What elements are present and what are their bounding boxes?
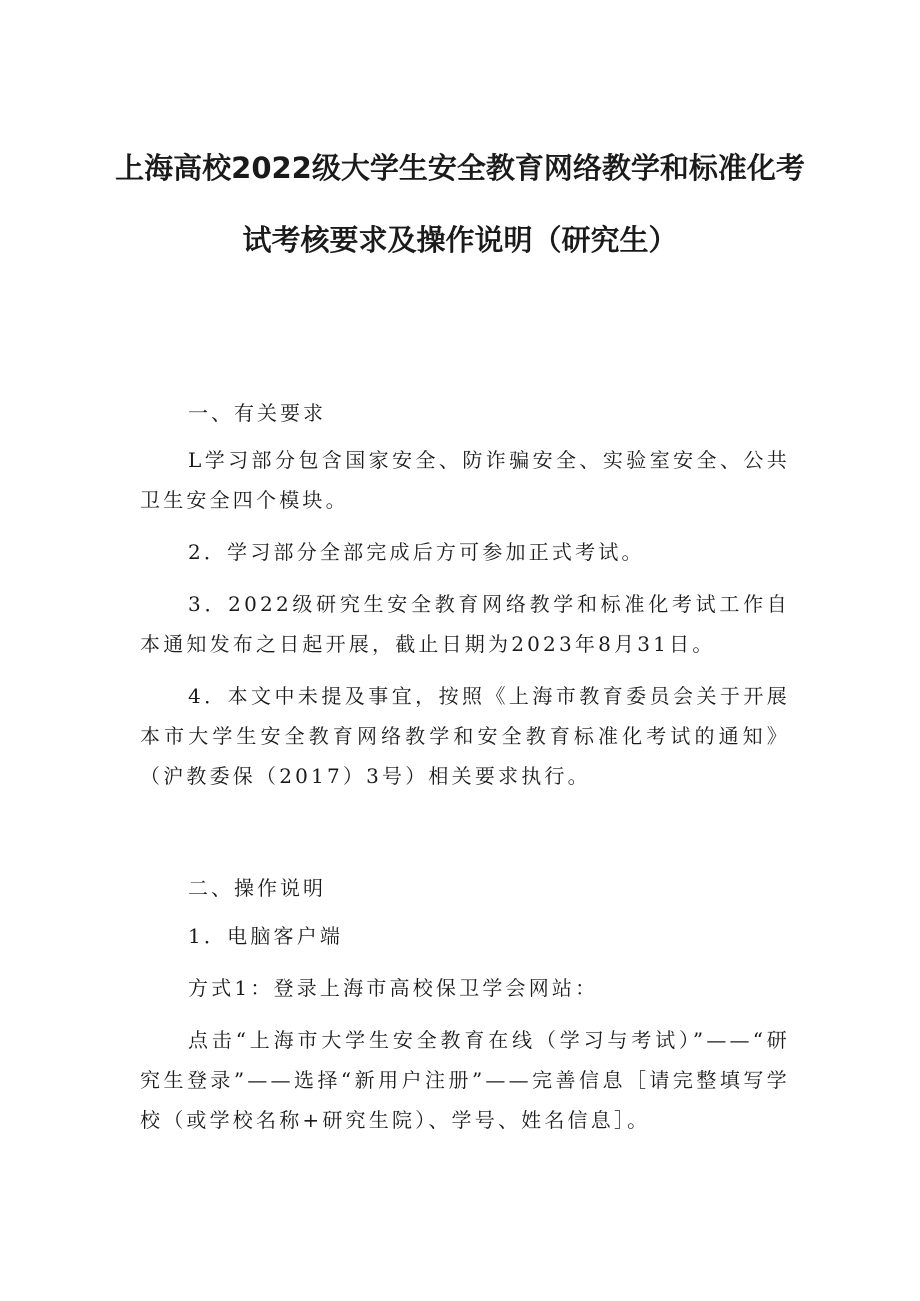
requirement-item-2: 2．学习部分全部完成后方可参加正式考试。 (188, 540, 645, 564)
requirement-item-3: 3．2022级研究生安全教育网络教学和标准化考试工作自本通知发布之日起开展，截止日期为2023年8月31日。 (140, 592, 790, 656)
login-steps-text: 点击“上海市大学生安全教育在线（学习与考试）”——“研究生登录”——选择“新用户注册”——完善信息［请完整填写学校（或学校名称+研究生院）、学号、姓名信息］。 (140, 1028, 790, 1132)
section-1-heading: 一、有关要求 (188, 401, 326, 425)
document-title-line-2: 试考核要求及操作说明（研究生） (242, 223, 678, 257)
requirement-item-1: L学习部分包含国家安全、防诈骗安全、实验室安全、公共卫生安全四个模块。 (140, 448, 790, 512)
requirement-item-4: 4．本文中未提及事宜，按照《上海市教育委员会关于开展本市大学生安全教育网络教学和安全教育标准化考试的通知》（沪教委保（2017）3号）相关要求执行。 (140, 684, 790, 788)
section-2-heading: 二、操作说明 (188, 876, 326, 900)
document-title-line-1: 上海高校2022级大学生安全教育网络教学和标准化考 (115, 151, 805, 185)
method-1-text: 方式1：登录上海市高校保卫学会网站： (188, 976, 599, 1000)
sub-heading-pc-client: 1．电脑客户端 (188, 924, 344, 948)
